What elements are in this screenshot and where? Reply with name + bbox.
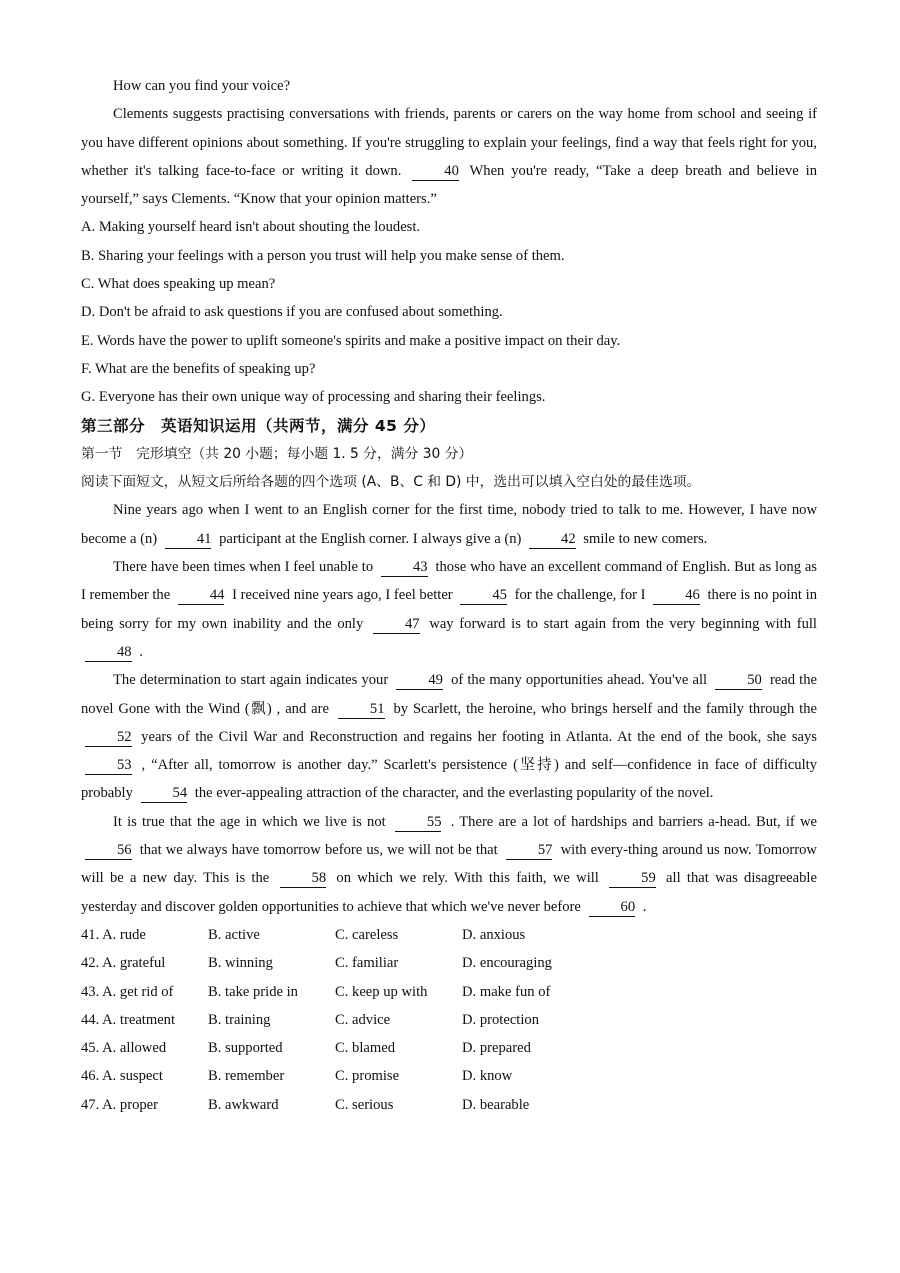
option-a: 42. A. grateful <box>81 955 166 972</box>
options-list <box>81 921 817 1119</box>
text: . <box>642 898 647 915</box>
choice-a: A. Making yourself heard isn't about shouting the loudest. <box>81 219 421 236</box>
blank-50: 50 <box>715 671 762 690</box>
option-b: B. winning <box>208 955 273 972</box>
section-heading: 第一节 完形填空（共 20 小题；每小题 1. 5 分，满分 30 分） <box>81 445 473 462</box>
option-d: D. know <box>462 1068 513 1085</box>
text: There have been times when I feel unable to <box>113 559 374 576</box>
option-c: C. advice <box>335 1011 391 1028</box>
text: years of the Civil War and Reconstruction and regains her footing in Atlanta. At the end of the book, she says <box>141 728 817 745</box>
blank-48: 48 <box>85 643 132 662</box>
exam-page <box>81 72 817 1119</box>
text: there is no point in being sorry for my own inability and the only <box>81 587 817 632</box>
blank-57: 57 <box>506 841 553 860</box>
blank-42: 42 <box>529 530 576 549</box>
text: way forward is to start again from the very beginning with full <box>429 615 817 632</box>
option-a: 47. A. proper <box>81 1096 159 1113</box>
option-row-41 <box>81 921 817 949</box>
text: The determination to start again indicates your <box>113 672 389 689</box>
option-b: B. remember <box>208 1068 285 1085</box>
blank-54: 54 <box>141 784 188 803</box>
choice-b: B. Sharing your feelings with a person you trust will help you make sense of them. <box>81 247 565 264</box>
cloze-paragraph-3 <box>81 666 817 807</box>
choice-f: F. What are the benefits of speaking up? <box>81 360 316 377</box>
blank-41: 41 <box>165 530 212 549</box>
blank-40: 40 <box>412 162 459 181</box>
blank-46: 46 <box>653 586 700 605</box>
option-c: C. familiar <box>335 955 399 972</box>
option-b: B. awkward <box>208 1096 279 1113</box>
option-d: D. bearable <box>462 1096 530 1113</box>
option-d: D. anxious <box>462 926 526 943</box>
text: , “After all, tomorrow is another day.” Scarlett's persistence (坚持) and self—confidence in face of difficulty probably <box>81 757 817 802</box>
cloze-paragraph-4 <box>81 808 817 921</box>
option-b: B. supported <box>208 1040 283 1057</box>
paragraph-text: Clements suggests practising conversations with friends, parents or carers on the way home from school and seeing if you have different opinions about something. If you're struggling to explain your feelings, find a way that feels right for you, whether it's talking face-to-face or writing it down. <box>81 106 817 179</box>
instruction: 阅读下面短文，从短文后所给各题的四个选项 (A、B、C 和 D) 中，选出可以填入空白处的最佳选项。 <box>81 474 701 491</box>
option-a: 43. A. get rid of <box>81 983 174 1000</box>
text: read the novel Gone with the Wind (飘) , and are <box>81 672 818 717</box>
text: It is true that the age in which we live is not <box>113 813 386 830</box>
text: I received nine years ago, I feel better <box>232 587 453 604</box>
blank-59: 59 <box>609 869 656 888</box>
option-b: B. active <box>208 926 260 943</box>
option-b: B. take pride in <box>208 983 298 1000</box>
option-d: D. encouraging <box>462 955 552 972</box>
text: the ever-appealing attraction of the character, and the everlasting popularity of the novel. <box>194 785 714 802</box>
option-row-46 <box>81 1062 817 1090</box>
text: with every-thing around us now. Tomorrow will be a new day. This is the <box>81 842 817 887</box>
blank-43: 43 <box>381 558 428 577</box>
option-a: 44. A. treatment <box>81 1011 176 1028</box>
choice-e: E. Words have the power to uplift someone's spirits and make a positive impact on their day. <box>81 332 621 349</box>
option-d: D. protection <box>462 1011 540 1028</box>
blank-45: 45 <box>460 586 507 605</box>
choice-g: G. Everyone has their own unique way of processing and sharing their feelings. <box>81 389 546 406</box>
option-row-47 <box>81 1091 817 1119</box>
option-d: D. prepared <box>462 1040 531 1057</box>
option-c: C. careless <box>335 926 399 943</box>
text: for the challenge, for I <box>514 587 646 604</box>
text: that we always have tomorrow before us, we will not be that <box>139 842 498 859</box>
blank-56: 56 <box>85 841 132 860</box>
option-c: C. blamed <box>335 1040 395 1057</box>
blank-44: 44 <box>178 586 225 605</box>
option-row-42 <box>81 949 817 977</box>
text: by Scarlett, the heroine, who brings herself and the family through the <box>393 700 818 717</box>
option-row-44 <box>81 1006 817 1034</box>
option-a: 41. A. rude <box>81 926 146 943</box>
option-d: D. make fun of <box>462 983 551 1000</box>
part-heading: 第三部分 英语知识运用（共两节，满分 45 分） <box>81 416 436 435</box>
text: participant at the English corner. I always give a (n) <box>219 530 522 547</box>
cloze-paragraph-1 <box>81 496 817 553</box>
text: those who have an excellent command of English. But as long as I remember the <box>81 559 817 604</box>
text: smile to new comers. <box>583 530 708 547</box>
option-b: B. training <box>208 1011 271 1028</box>
option-row-45 <box>81 1034 817 1062</box>
choice-d: D. Don't be afraid to ask questions if you are confused about something. <box>81 304 503 321</box>
option-c: C. promise <box>335 1068 400 1085</box>
blank-51: 51 <box>338 700 385 719</box>
blank-55: 55 <box>395 813 442 832</box>
text: . <box>139 643 143 660</box>
question-line: How can you find your voice? <box>113 78 291 94</box>
blank-53: 53 <box>85 756 132 775</box>
blank-49: 49 <box>396 671 443 690</box>
choice-c: C. What does speaking up mean? <box>81 276 276 293</box>
text: on which we rely. With this faith, we will <box>336 870 599 887</box>
text: all that was disagreeable yesterday and discover golden opportunities to achieve that which we've never before <box>81 870 817 915</box>
option-c: C. serious <box>335 1096 394 1113</box>
text: of the many opportunities ahead. You've all <box>451 672 708 689</box>
option-a: 46. A. suspect <box>81 1068 163 1085</box>
blank-60: 60 <box>589 898 636 917</box>
blank-52: 52 <box>85 728 132 747</box>
option-c: C. keep up with <box>335 983 428 1000</box>
cloze-paragraph-2 <box>81 553 817 666</box>
option-a: 45. A. allowed <box>81 1040 167 1057</box>
text: . There are a lot of hardships and barriers a-head. But, if we <box>450 813 818 830</box>
text: Nine years ago when I went to an English corner for the first time, nobody tried to talk to me. However, I have now become a (n) <box>81 502 817 547</box>
blank-58: 58 <box>280 869 327 888</box>
blank-47: 47 <box>373 615 420 634</box>
passage-paragraph <box>81 100 817 213</box>
option-row-43 <box>81 978 817 1006</box>
paragraph-text: When you're ready, “Take a deep breath and believe in yourself,” says Clements. “Know that your opinion matters.” <box>81 162 818 208</box>
